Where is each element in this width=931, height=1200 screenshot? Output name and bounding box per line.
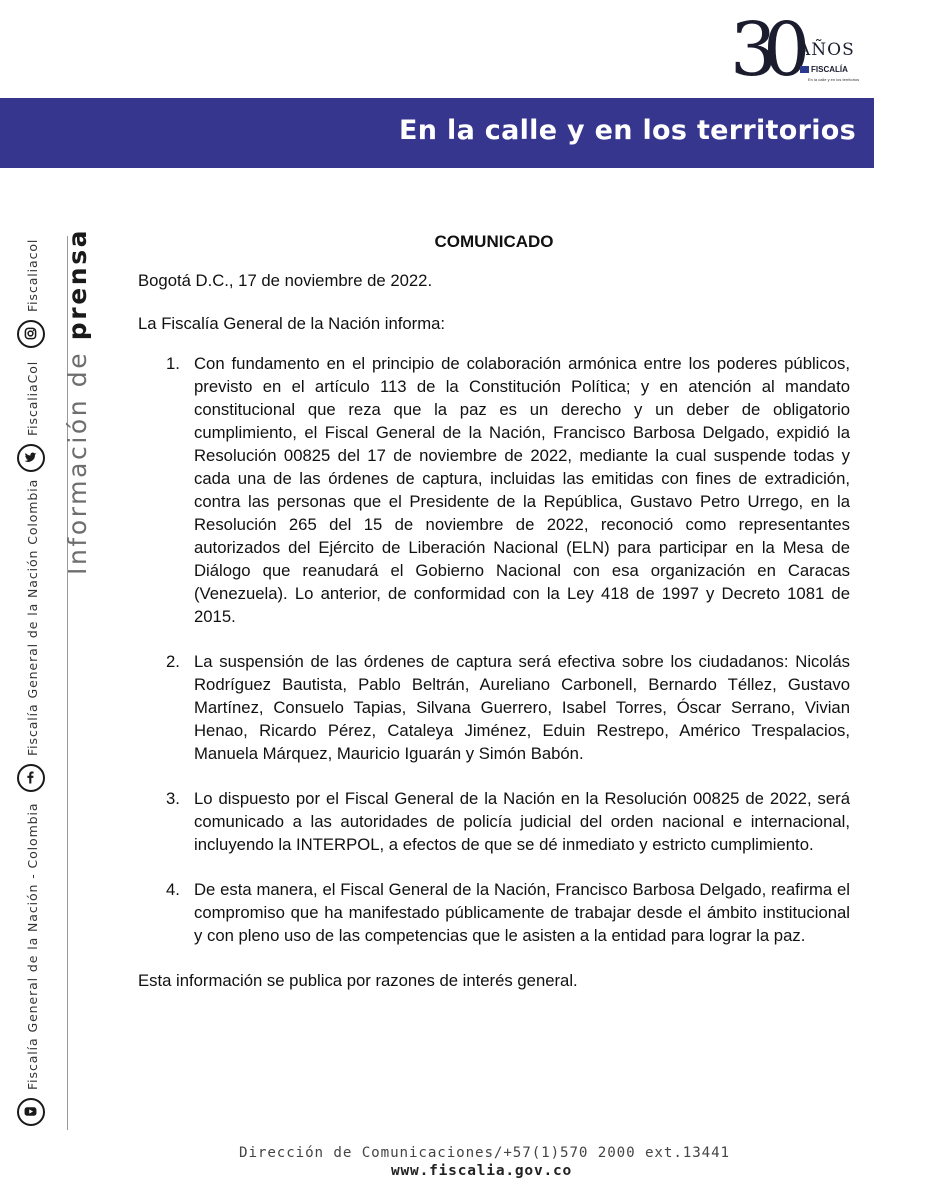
intro-line: La Fiscalía General de la Nación informa: [138, 314, 446, 333]
facebook-icon[interactable] [17, 764, 45, 792]
flag-icon [800, 66, 809, 73]
closing-line: Esta información se publica por razones de interés general. [138, 971, 578, 990]
instagram-icon[interactable] [17, 320, 45, 348]
logo-slogan: En la calle y en los territorios [808, 77, 860, 82]
list-item [138, 650, 850, 765]
twitter-handle[interactable]: FiscaliaCol [25, 360, 40, 436]
facebook-handle[interactable]: Fiscalía General de la Nación Colombia [25, 478, 40, 756]
list-item-number: 1. [166, 354, 180, 373]
list-item-number: 3. [166, 789, 180, 808]
twitter-icon[interactable] [17, 444, 45, 472]
footer-website-link[interactable]: www.fiscalia.gov.co [391, 1163, 573, 1179]
list-item-text: De esta manera, el Fiscal General de la Nación, Francisco Barbosa Delgado, reafirma el compromiso que ha manifestado públicamente de trabajar desde el ámbito institucional y con pleno uso de las competencias que le asisten a la entidad para lograr la paz. [194, 880, 850, 945]
footer-contact: Dirección de Comunicaciones/+57(1)570 2000 ext.13441 [239, 1145, 730, 1161]
fiscalia-30-anos-logo [730, 7, 860, 93]
banner-slogan: En la calle y en los territorios [399, 115, 856, 146]
date-line: Bogotá D.C., 17 de noviembre de 2022. [138, 271, 433, 290]
list-item [138, 878, 850, 947]
list-item-text: La suspensión de las órdenes de captura será efectiva sobre los ciudadanos: Nicolás Rodríguez Bautista, Pablo Beltrán, Aureliano Carbonell, Bernardo Téllez, Gustavo Martínez, Consuelo Tapias, Silvana Guerrero, Isabel Torres, Óscar Serrano, Vivian Henao, Ricardo Pérez, Cataleya Jiménez, Eduin Restrepo, Américo Trespalacios, Manuela Márquez, Mauricio Iguarán y Simón Babón. [194, 652, 850, 763]
logo-years: AÑOS [798, 40, 855, 60]
youtube-icon[interactable] [17, 1098, 45, 1126]
logo-number: 30 [730, 7, 797, 93]
logo-brand: FISCALÍA [800, 65, 848, 74]
list-item-text: Lo dispuesto por el Fiscal General de la Nación en la Resolución 00825 de 2022, será comunicado a las autoridades de policía judicial del orden nacional e internacional, incluyendo la INTERPOL, a efectos de que se dé inmediato y estricto cumplimiento. [194, 789, 850, 854]
informacion-de-prensa-label: Información de prensa [63, 227, 92, 575]
instagram-handle[interactable]: Fiscaliacol [25, 238, 40, 312]
list-item [138, 352, 850, 628]
list-item-number: 2. [166, 652, 180, 671]
list-item-text: Con fundamento en el principio de colaboración armónica entre los poderes públicos, previsto en el artículo 113 de la Constitución Política; y en atención al mandato constitucional que reza que la paz es un derecho y un deber de obligatorio cumplimiento, el Fiscal General de la Nación, Francisco Barbosa Delgado, expidió la Resolución 00825 del 17 de noviembre de 2022, mediante la cual suspende todas y cada una de las órdenes de captura, incluidas las emitidas con fines de extradición, contra las personas que el Presidente de la República, Gustavo Petro Urrego, en la Resolución 265 del 15 de noviembre de 2022, reconoció como representantes autorizados del Ejército de Liberación Nacional (ELN) para participar en la Mesa de Diálogo que reanudará el Gobierno Nacional con esa organización en Caracas (Venezuela). Lo anterior, de conformidad con la Ley 418 de 1997 y Decreto 1081 de 2015. [194, 354, 850, 626]
header-banner [0, 98, 874, 168]
list-item [138, 787, 850, 856]
list-item-number: 4. [166, 880, 180, 899]
press-release-body [138, 230, 850, 992]
document-title: COMUNICADO [434, 232, 554, 251]
youtube-handle[interactable]: Fiscalía General de la Nación - Colombia [25, 802, 40, 1090]
